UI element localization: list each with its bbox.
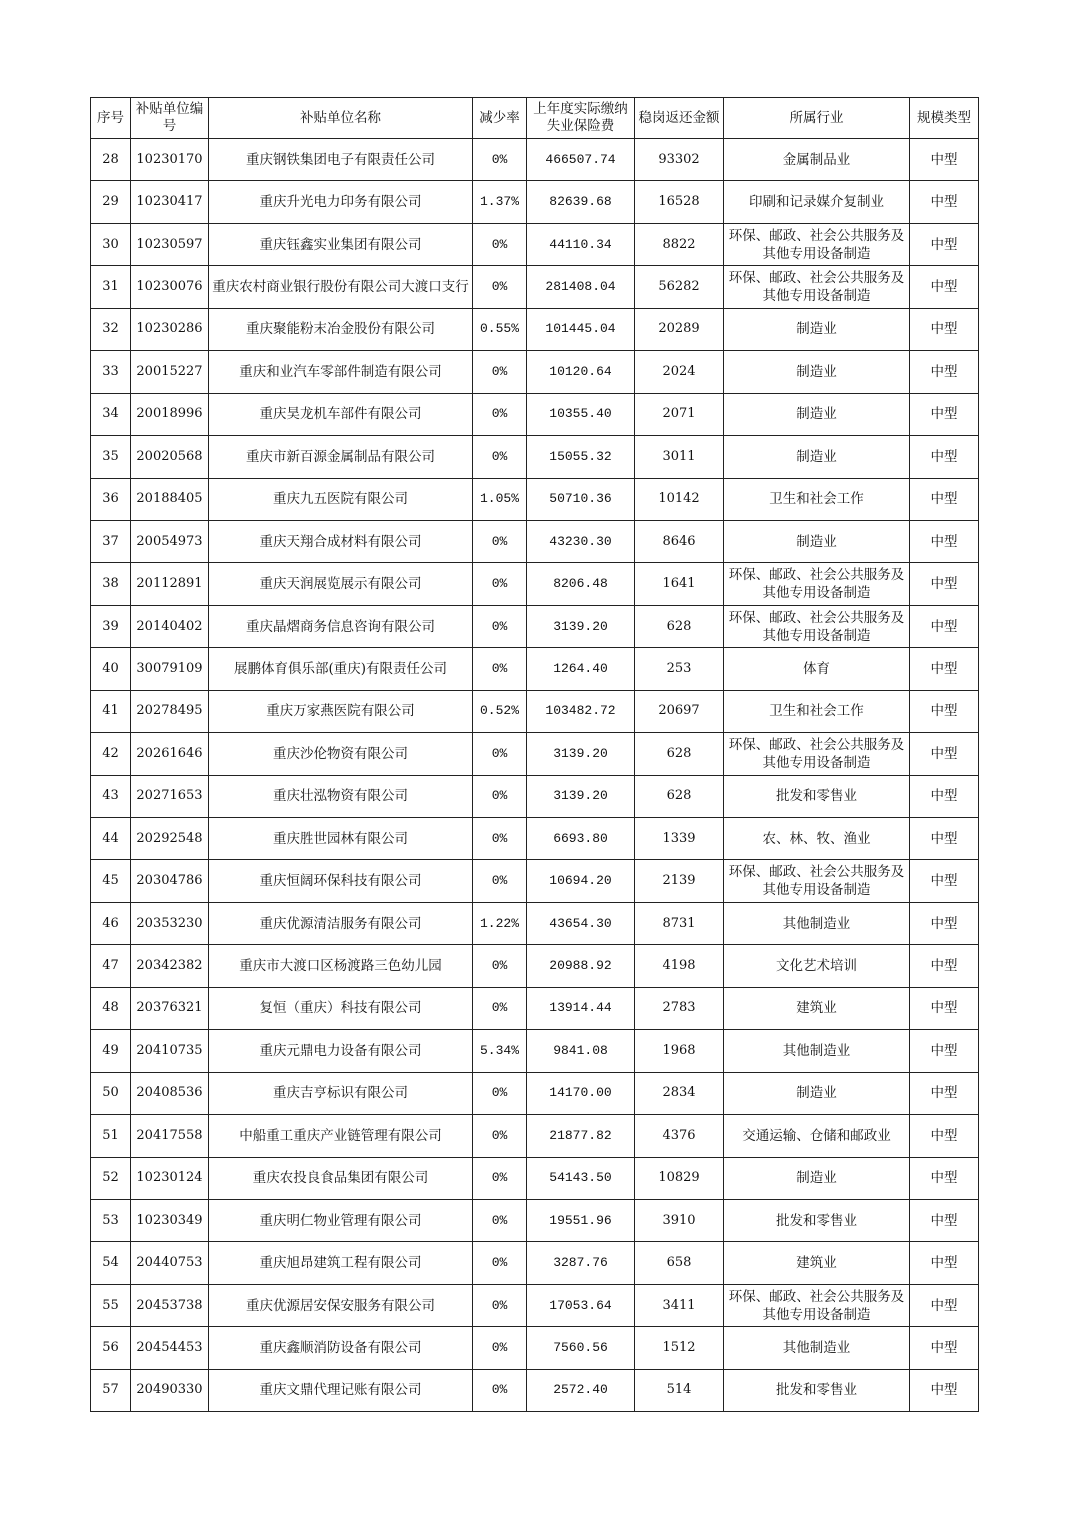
cell-industry: 环保、邮政、社会公共服务及其他专用设备制造 (724, 1284, 910, 1326)
cell-seq: 56 (91, 1327, 131, 1369)
cell-scale: 中型 (910, 1242, 979, 1284)
cell-seq: 35 (91, 436, 131, 478)
cell-code: 20018996 (131, 393, 209, 435)
cell-refund: 3411 (635, 1284, 724, 1326)
cell-scale: 中型 (910, 1369, 979, 1411)
cell-refund: 2139 (635, 860, 724, 902)
header-scale: 规模类型 (910, 98, 979, 139)
cell-premium: 10355.40 (527, 393, 635, 435)
cell-industry: 环保、邮政、社会公共服务及其他专用设备制造 (724, 733, 910, 775)
cell-industry: 其他制造业 (724, 1327, 910, 1369)
table-row (91, 818, 979, 860)
cell-name: 中船重工重庆产业链管理有限公司 (209, 1115, 473, 1157)
cell-premium: 8206.48 (527, 563, 635, 605)
table-row (91, 690, 979, 732)
cell-industry: 制造业 (724, 1157, 910, 1199)
table-row (91, 648, 979, 690)
cell-seq: 55 (91, 1284, 131, 1326)
cell-premium: 43230.30 (527, 520, 635, 562)
table-row (91, 1242, 979, 1284)
cell-scale: 中型 (910, 1327, 979, 1369)
cell-code: 20417558 (131, 1115, 209, 1157)
cell-refund: 1641 (635, 563, 724, 605)
cell-rate: 0.55% (473, 308, 527, 350)
table-row (91, 351, 979, 393)
cell-seq: 45 (91, 860, 131, 902)
table-row (91, 1030, 979, 1072)
cell-code: 20261646 (131, 733, 209, 775)
cell-rate: 0% (473, 1157, 527, 1199)
cell-code: 20140402 (131, 605, 209, 647)
cell-seq: 33 (91, 351, 131, 393)
cell-refund: 56282 (635, 266, 724, 308)
cell-refund: 628 (635, 605, 724, 647)
cell-scale: 中型 (910, 733, 979, 775)
cell-scale: 中型 (910, 1072, 979, 1114)
cell-refund: 2071 (635, 393, 724, 435)
cell-seq: 34 (91, 393, 131, 435)
header-premium: 上年度实际缴纳失业保险费 (527, 98, 635, 139)
cell-scale: 中型 (910, 436, 979, 478)
subsidy-table-sheet (90, 97, 978, 1412)
cell-scale: 中型 (910, 987, 979, 1029)
cell-scale: 中型 (910, 563, 979, 605)
cell-seq: 31 (91, 266, 131, 308)
cell-seq: 53 (91, 1199, 131, 1241)
cell-refund: 253 (635, 648, 724, 690)
cell-name: 重庆农投良食品集团有限公司 (209, 1157, 473, 1199)
cell-refund: 2834 (635, 1072, 724, 1114)
cell-rate: 0% (473, 436, 527, 478)
table-row (91, 223, 979, 265)
cell-premium: 3139.20 (527, 775, 635, 817)
table-row (91, 605, 979, 647)
cell-seq: 48 (91, 987, 131, 1029)
cell-rate: 0% (473, 648, 527, 690)
cell-refund: 8731 (635, 902, 724, 944)
cell-code: 10230170 (131, 139, 209, 181)
cell-name: 重庆晶熠商务信息咨询有限公司 (209, 605, 473, 647)
cell-name: 重庆胜世园林有限公司 (209, 818, 473, 860)
cell-refund: 514 (635, 1369, 724, 1411)
cell-seq: 39 (91, 605, 131, 647)
cell-scale: 中型 (910, 223, 979, 265)
cell-premium: 82639.68 (527, 181, 635, 223)
cell-premium: 2572.40 (527, 1369, 635, 1411)
cell-scale: 中型 (910, 648, 979, 690)
cell-rate: 0% (473, 1115, 527, 1157)
cell-code: 10230124 (131, 1157, 209, 1199)
cell-scale: 中型 (910, 605, 979, 647)
cell-industry: 批发和零售业 (724, 1199, 910, 1241)
cell-name: 重庆钢铁集团电子有限责任公司 (209, 139, 473, 181)
cell-rate: 0% (473, 223, 527, 265)
table-row (91, 139, 979, 181)
cell-rate: 0% (473, 605, 527, 647)
cell-industry: 制造业 (724, 436, 910, 478)
cell-seq: 29 (91, 181, 131, 223)
cell-industry: 文化艺术培训 (724, 945, 910, 987)
cell-seq: 46 (91, 902, 131, 944)
cell-scale: 中型 (910, 139, 979, 181)
cell-code: 10230349 (131, 1199, 209, 1241)
cell-name: 重庆优源清洁服务有限公司 (209, 902, 473, 944)
header-seq: 序号 (91, 98, 131, 139)
cell-scale: 中型 (910, 308, 979, 350)
table-row (91, 733, 979, 775)
cell-premium: 15055.32 (527, 436, 635, 478)
cell-industry: 环保、邮政、社会公共服务及其他专用设备制造 (724, 860, 910, 902)
table-row (91, 1072, 979, 1114)
cell-industry: 建筑业 (724, 987, 910, 1029)
cell-seq: 54 (91, 1242, 131, 1284)
cell-refund: 4376 (635, 1115, 724, 1157)
cell-industry: 环保、邮政、社会公共服务及其他专用设备制造 (724, 223, 910, 265)
cell-industry: 金属制品业 (724, 139, 910, 181)
cell-seq: 44 (91, 818, 131, 860)
cell-name: 重庆明仁物业管理有限公司 (209, 1199, 473, 1241)
table-row (91, 520, 979, 562)
header-code: 补贴单位编号 (131, 98, 209, 139)
table-row (91, 1369, 979, 1411)
cell-code: 20440753 (131, 1242, 209, 1284)
cell-refund: 20289 (635, 308, 724, 350)
cell-rate: 0% (473, 266, 527, 308)
cell-premium: 6693.80 (527, 818, 635, 860)
cell-code: 10230076 (131, 266, 209, 308)
cell-rate: 0% (473, 351, 527, 393)
cell-scale: 中型 (910, 690, 979, 732)
cell-rate: 0% (473, 393, 527, 435)
table-row (91, 266, 979, 308)
table-row (91, 1199, 979, 1241)
cell-refund: 93302 (635, 139, 724, 181)
table-row (91, 1327, 979, 1369)
cell-industry: 环保、邮政、社会公共服务及其他专用设备制造 (724, 266, 910, 308)
cell-refund: 3011 (635, 436, 724, 478)
cell-code: 20271653 (131, 775, 209, 817)
cell-seq: 37 (91, 520, 131, 562)
cell-refund: 4198 (635, 945, 724, 987)
cell-premium: 7560.56 (527, 1327, 635, 1369)
cell-rate: 0% (473, 818, 527, 860)
cell-rate: 0% (473, 1242, 527, 1284)
header-name: 补贴单位名称 (209, 98, 473, 139)
header-refund: 稳岗返还金额 (635, 98, 724, 139)
cell-premium: 19551.96 (527, 1199, 635, 1241)
cell-refund: 2024 (635, 351, 724, 393)
cell-scale: 中型 (910, 1115, 979, 1157)
cell-name: 重庆钰鑫实业集团有限公司 (209, 223, 473, 265)
cell-rate: 0% (473, 1072, 527, 1114)
cell-refund: 1968 (635, 1030, 724, 1072)
cell-name: 重庆市大渡口区杨渡路三色幼儿园 (209, 945, 473, 987)
table-row (91, 1157, 979, 1199)
cell-code: 20454453 (131, 1327, 209, 1369)
cell-premium: 10120.64 (527, 351, 635, 393)
cell-industry: 印刷和记录媒介复制业 (724, 181, 910, 223)
cell-industry: 其他制造业 (724, 1030, 910, 1072)
cell-refund: 1339 (635, 818, 724, 860)
cell-code: 30079109 (131, 648, 209, 690)
cell-scale: 中型 (910, 393, 979, 435)
subsidy-table (90, 97, 979, 1412)
cell-premium: 281408.04 (527, 266, 635, 308)
cell-premium: 101445.04 (527, 308, 635, 350)
cell-name: 重庆九五医院有限公司 (209, 478, 473, 520)
cell-premium: 9841.08 (527, 1030, 635, 1072)
cell-industry: 环保、邮政、社会公共服务及其他专用设备制造 (724, 563, 910, 605)
cell-premium: 21877.82 (527, 1115, 635, 1157)
cell-refund: 3910 (635, 1199, 724, 1241)
cell-refund: 1512 (635, 1327, 724, 1369)
cell-scale: 中型 (910, 1030, 979, 1072)
cell-rate: 0% (473, 860, 527, 902)
cell-rate: 0% (473, 139, 527, 181)
cell-refund: 8822 (635, 223, 724, 265)
cell-rate: 5.34% (473, 1030, 527, 1072)
cell-code: 20112891 (131, 563, 209, 605)
cell-industry: 卫生和社会工作 (724, 690, 910, 732)
cell-rate: 1.05% (473, 478, 527, 520)
cell-rate: 0% (473, 1199, 527, 1241)
cell-code: 10230286 (131, 308, 209, 350)
cell-premium: 103482.72 (527, 690, 635, 732)
cell-code: 10230417 (131, 181, 209, 223)
cell-industry: 卫生和社会工作 (724, 478, 910, 520)
cell-premium: 14170.00 (527, 1072, 635, 1114)
cell-scale: 中型 (910, 1199, 979, 1241)
cell-code: 20054973 (131, 520, 209, 562)
cell-premium: 3139.20 (527, 733, 635, 775)
cell-premium: 44110.34 (527, 223, 635, 265)
cell-seq: 49 (91, 1030, 131, 1072)
cell-scale: 中型 (910, 520, 979, 562)
cell-name: 重庆旭昂建筑工程有限公司 (209, 1242, 473, 1284)
cell-code: 20353230 (131, 902, 209, 944)
cell-seq: 41 (91, 690, 131, 732)
cell-industry: 制造业 (724, 1072, 910, 1114)
cell-rate: 1.37% (473, 181, 527, 223)
cell-scale: 中型 (910, 775, 979, 817)
cell-industry: 批发和零售业 (724, 775, 910, 817)
cell-seq: 32 (91, 308, 131, 350)
cell-code: 20292548 (131, 818, 209, 860)
cell-scale: 中型 (910, 351, 979, 393)
cell-premium: 43654.30 (527, 902, 635, 944)
cell-industry: 建筑业 (724, 1242, 910, 1284)
cell-premium: 3139.20 (527, 605, 635, 647)
cell-scale: 中型 (910, 478, 979, 520)
cell-industry: 制造业 (724, 351, 910, 393)
cell-refund: 658 (635, 1242, 724, 1284)
cell-name: 重庆恒阔环保科技有限公司 (209, 860, 473, 902)
cell-code: 20453738 (131, 1284, 209, 1326)
table-body (91, 139, 979, 1412)
cell-rate: 0.52% (473, 690, 527, 732)
table-row (91, 181, 979, 223)
cell-name: 重庆万家燕医院有限公司 (209, 690, 473, 732)
cell-refund: 628 (635, 775, 724, 817)
table-row (91, 902, 979, 944)
cell-code: 20020568 (131, 436, 209, 478)
cell-scale: 中型 (910, 266, 979, 308)
cell-name: 重庆元鼎电力设备有限公司 (209, 1030, 473, 1072)
cell-seq: 38 (91, 563, 131, 605)
cell-code: 20278495 (131, 690, 209, 732)
cell-seq: 57 (91, 1369, 131, 1411)
cell-scale: 中型 (910, 1284, 979, 1326)
header-industry: 所属行业 (724, 98, 910, 139)
cell-premium: 10694.20 (527, 860, 635, 902)
cell-rate: 0% (473, 520, 527, 562)
cell-refund: 8646 (635, 520, 724, 562)
table-row (91, 1284, 979, 1326)
table-header-row (91, 98, 979, 139)
cell-name: 重庆天翔合成材料有限公司 (209, 520, 473, 562)
cell-seq: 42 (91, 733, 131, 775)
cell-code: 20342382 (131, 945, 209, 987)
cell-code: 20188405 (131, 478, 209, 520)
cell-seq: 36 (91, 478, 131, 520)
table-row (91, 393, 979, 435)
cell-refund: 628 (635, 733, 724, 775)
cell-rate: 1.22% (473, 902, 527, 944)
cell-code: 20376321 (131, 987, 209, 1029)
cell-name: 重庆吉亨标识有限公司 (209, 1072, 473, 1114)
table-row (91, 1115, 979, 1157)
cell-industry: 交通运输、仓储和邮政业 (724, 1115, 910, 1157)
cell-name: 重庆优源居安保安服务有限公司 (209, 1284, 473, 1326)
cell-name: 重庆市新百源金属制品有限公司 (209, 436, 473, 478)
cell-premium: 20988.92 (527, 945, 635, 987)
cell-seq: 51 (91, 1115, 131, 1157)
cell-rate: 0% (473, 775, 527, 817)
cell-refund: 2783 (635, 987, 724, 1029)
cell-rate: 0% (473, 733, 527, 775)
cell-scale: 中型 (910, 945, 979, 987)
table-row (91, 478, 979, 520)
cell-seq: 52 (91, 1157, 131, 1199)
table-row (91, 308, 979, 350)
cell-name: 重庆天润展览展示有限公司 (209, 563, 473, 605)
cell-rate: 0% (473, 945, 527, 987)
cell-name: 重庆壮泓物资有限公司 (209, 775, 473, 817)
cell-rate: 0% (473, 1327, 527, 1369)
table-row (91, 860, 979, 902)
cell-scale: 中型 (910, 1157, 979, 1199)
cell-code: 20015227 (131, 351, 209, 393)
cell-code: 20490330 (131, 1369, 209, 1411)
cell-rate: 0% (473, 1284, 527, 1326)
cell-industry: 农、林、牧、渔业 (724, 818, 910, 860)
cell-refund: 20697 (635, 690, 724, 732)
cell-scale: 中型 (910, 181, 979, 223)
cell-scale: 中型 (910, 818, 979, 860)
cell-industry: 制造业 (724, 308, 910, 350)
cell-premium: 1264.40 (527, 648, 635, 690)
cell-premium: 54143.50 (527, 1157, 635, 1199)
cell-name: 重庆文鼎代理记账有限公司 (209, 1369, 473, 1411)
table-row (91, 945, 979, 987)
cell-name: 复恒（重庆）科技有限公司 (209, 987, 473, 1029)
cell-name: 重庆沙伦物资有限公司 (209, 733, 473, 775)
cell-seq: 47 (91, 945, 131, 987)
cell-rate: 0% (473, 563, 527, 605)
cell-premium: 17053.64 (527, 1284, 635, 1326)
cell-name: 重庆升光电力印务有限公司 (209, 181, 473, 223)
cell-industry: 制造业 (724, 393, 910, 435)
cell-seq: 43 (91, 775, 131, 817)
table-row (91, 563, 979, 605)
cell-industry: 环保、邮政、社会公共服务及其他专用设备制造 (724, 605, 910, 647)
cell-scale: 中型 (910, 860, 979, 902)
cell-premium: 13914.44 (527, 987, 635, 1029)
cell-code: 20304786 (131, 860, 209, 902)
cell-name: 重庆和业汽车零部件制造有限公司 (209, 351, 473, 393)
cell-seq: 28 (91, 139, 131, 181)
cell-seq: 30 (91, 223, 131, 265)
table-row (91, 987, 979, 1029)
cell-code: 20408536 (131, 1072, 209, 1114)
cell-code: 20410735 (131, 1030, 209, 1072)
cell-name: 重庆聚能粉末冶金股份有限公司 (209, 308, 473, 350)
cell-refund: 16528 (635, 181, 724, 223)
cell-refund: 10829 (635, 1157, 724, 1199)
cell-seq: 50 (91, 1072, 131, 1114)
cell-industry: 制造业 (724, 520, 910, 562)
table-row (91, 436, 979, 478)
cell-name: 展鹏体育俱乐部(重庆)有限责任公司 (209, 648, 473, 690)
cell-premium: 466507.74 (527, 139, 635, 181)
header-rate: 减少率 (473, 98, 527, 139)
table-row (91, 775, 979, 817)
cell-premium: 3287.76 (527, 1242, 635, 1284)
cell-rate: 0% (473, 1369, 527, 1411)
cell-refund: 10142 (635, 478, 724, 520)
cell-industry: 其他制造业 (724, 902, 910, 944)
cell-scale: 中型 (910, 902, 979, 944)
cell-name: 重庆农村商业银行股份有限公司大渡口支行 (209, 266, 473, 308)
cell-industry: 体育 (724, 648, 910, 690)
cell-industry: 批发和零售业 (724, 1369, 910, 1411)
cell-code: 10230597 (131, 223, 209, 265)
cell-seq: 40 (91, 648, 131, 690)
cell-name: 重庆鑫顺消防设备有限公司 (209, 1327, 473, 1369)
cell-premium: 50710.36 (527, 478, 635, 520)
cell-rate: 0% (473, 987, 527, 1029)
cell-name: 重庆昊龙机车部件有限公司 (209, 393, 473, 435)
